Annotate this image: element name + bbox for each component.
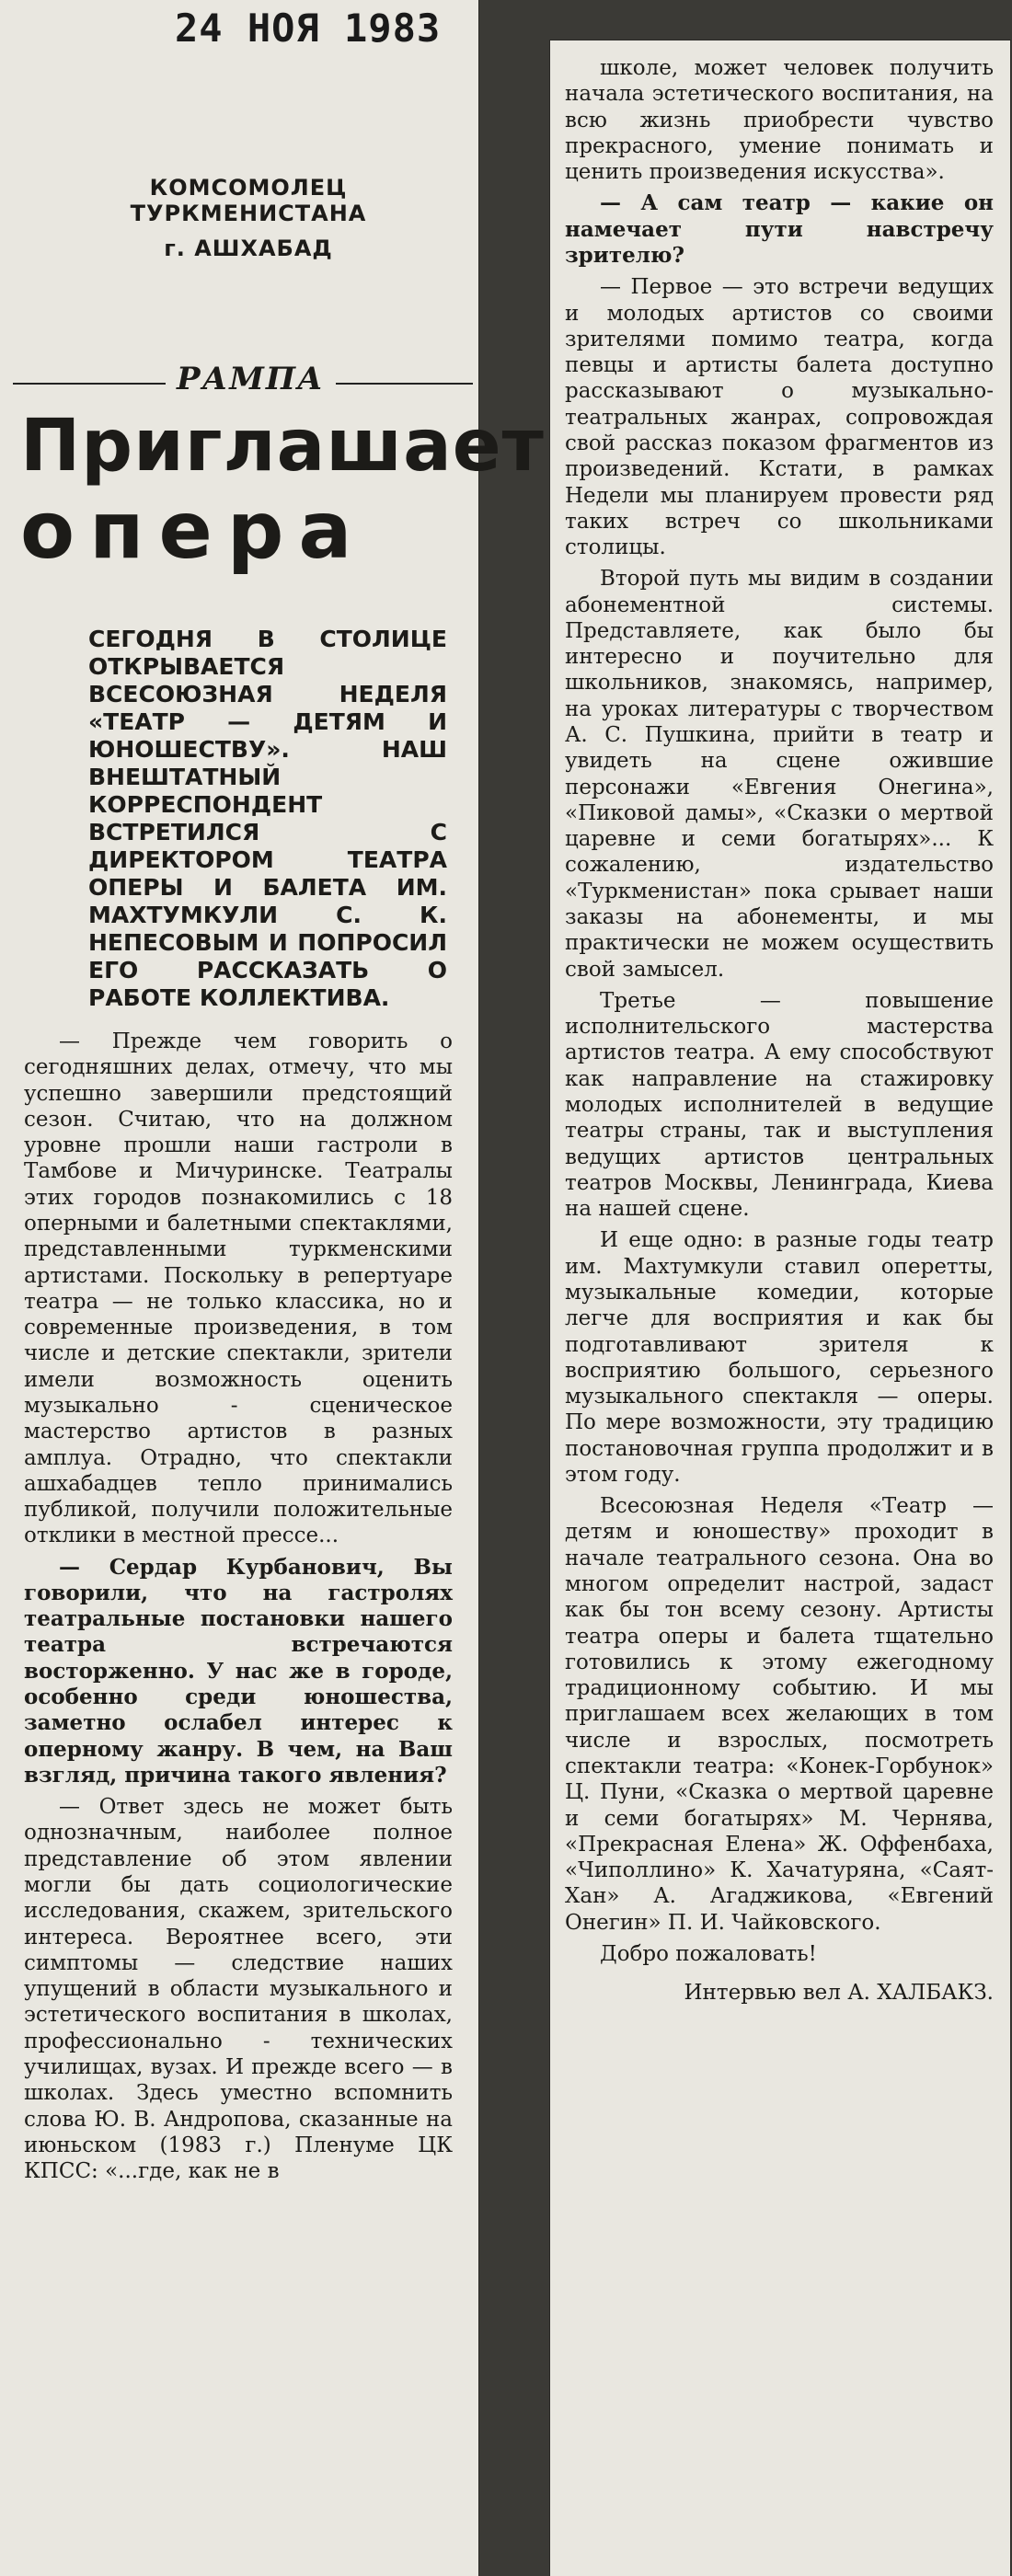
source-paper: КОМСОМОЛЕЦ ТУРКМЕНИСТАНА [130, 175, 367, 226]
date-stamp: 24 НОЯ 1983 [175, 6, 442, 51]
lead-paragraph: СЕГОДНЯ В СТОЛИЦЕ ОТКРЫВАЕТСЯ ВСЕСОЮЗНАЯ НЕДЕЛЯ «ТЕАТР — ДЕТЯМ И ЮНОШЕСТВУ». НАШ ВНЕШТАТНЫЙ КОРРЕСПОНДЕНТ ВСТРЕТИЛСЯ С ДИРЕКТОРОМ ТЕАТРА ОПЕРЫ И БАЛЕТА ИМ. МАХТУМКУЛИ С. К. НЕПЕСОВЫМ И ПОПРОСИЛ ЕГО РАССКАЗАТЬ О РАБОТЕ КОЛЛЕКТИВА. [88, 626, 447, 1011]
article-column-right [565, 55, 994, 2012]
source-city: г. АШХАБАД [164, 236, 333, 261]
rubric-title: РАМПА [166, 361, 336, 397]
article-paragraph: Добро пожаловать! [600, 1941, 817, 1966]
article-paragraph: Всесоюзная Неделя «Театр — детям и юношеству» проходит в начале театрального сезона. Она во многом определит настрой, задаст как бы тон всему сезону. Артисты театра оперы и балета тщательно готовились к этому ежегодному традиционному событию. И мы приглашаем всех желающих в том числе и взрослых, посмотреть спектакли театра: «Конек-Горбунок» Ц. Пуни, «Сказка о мертвой царевне и семи богатырях» М. Чернява, «Прекрасная Елена» Ж. Оффенбаха, «Чиполлино» К. Хачатуряна, «Саят-Хан» А. Агаджикова, «Евгений Онегин» П. И. Чайковского. [565, 1494, 994, 1935]
clipping-right [550, 40, 1010, 2576]
headline [20, 405, 545, 578]
article-paragraph: И еще одно: в разные годы театр им. Махтумкули ставил оперетты, музыкальные комедии, которые легче для восприятия и как бы подготавливают зрителя к восприятию большого, серьезного музыкального спектакля — оперы. По мере возможности, эту традицию постановочная группа продолжит и в этом году. [565, 1228, 994, 1487]
article-paragraph: Третье — повышение исполнительского мастерства артистов театра. А ему способствуют как направление на стажировку молодых исполнителей в ведущие театры страны, так и выступления ведущих артистов центральных театров Москвы, Ленинграда, Киева на нашей сцене. [565, 988, 994, 1222]
article-paragraph: школе, может человек получить начала эстетического воспитания, на всю жизнь приобрести чувство прекрасного, умение понимать и ценить произведения искусства». [565, 56, 994, 185]
interview-question: — А сам театр — какие он намечает пути навстречу зрителю? [565, 190, 994, 268]
article-paragraph: — Ответ здесь не может быть однозначным, наиболее полное представление об этом явлении могли бы дать социологические исследования, скажем, зрительского интереса. Вероятнее всего, эти симптомы — следствие наших упущений в области музыкального и эстетического воспитания в школах, профессионально - технических училищах, вузах. И прежде всего — в школах. Здесь уместно вспомнить слова Ю. В. Андропова, сказанные на июньском (1983 г.) Пленуме ЦК КПСС: «...где, как не в [24, 1795, 453, 2184]
headline-line-1: Приглашает [20, 405, 545, 488]
headline-line-2: опера [20, 485, 367, 578]
source-masthead [55, 175, 442, 261]
interviewer-signature: Интервью вел А. ХАЛБАКЗ. [684, 1981, 994, 2006]
article-column-left [24, 1029, 453, 2190]
article-paragraph: — Прежде чем говорить о сегодняшних делах, отмечу, что мы успешно завершили предстоящий сезон. Считаю, что на должном уровне прошли наши гастроли в Тамбове и Мичуринске. Театралы этих городов познакомились с 18 оперными и балетными спектаклями, представленными туркменскими артистами. Поскольку в репертуаре театра — не только классика, но и современные произведения, в том числе и детские спектакли, зрители имели возможность оценить музыкально - сценическое мастерство артистов в разных амплуа. Отрадно, что спектакли ашхабадцев тепло принимались публикой, получили положительные отклики в местной прессе... [24, 1029, 453, 1548]
article-paragraph: Второй путь мы видим в создании абонементной системы. Представляете, как было бы интересно и поучительно для школьников, знакомясь, например, на уроках литературы с творчеством А. С. Пушкина, прийти в театр и увидеть на сцене ожившие персонажи «Евгения Онегина», «Пиковой дамы», «Сказки о мертвой царевне и семи богатырях»... К сожалению, издательство «Туркменистан» пока срывает наши заказы на абонементы, и мы практически не можем осуществить свой замысел. [565, 567, 994, 982]
article-paragraph: — Первое — это встречи ведущих и молодых артистов со своими зрителями помимо театра, когда певцы и артисты балета доступно рассказывают о музыкально-театральных жанрах, сопровождая свой рассказ показом фрагментов из произведений. Кстати, в рамках Недели мы планируем провести ряд таких встреч со школьниками столицы. [565, 275, 994, 560]
interview-question: — Сердар Курбанович, Вы говорили, что на гастролях театральные постановки нашего театра встречаются восторженно. У нас же в городе, особенно среди юношества, заметно ослабел интерес к оперному жанру. В чем, на Ваш взгляд, причина такого явления? [24, 1554, 453, 1788]
